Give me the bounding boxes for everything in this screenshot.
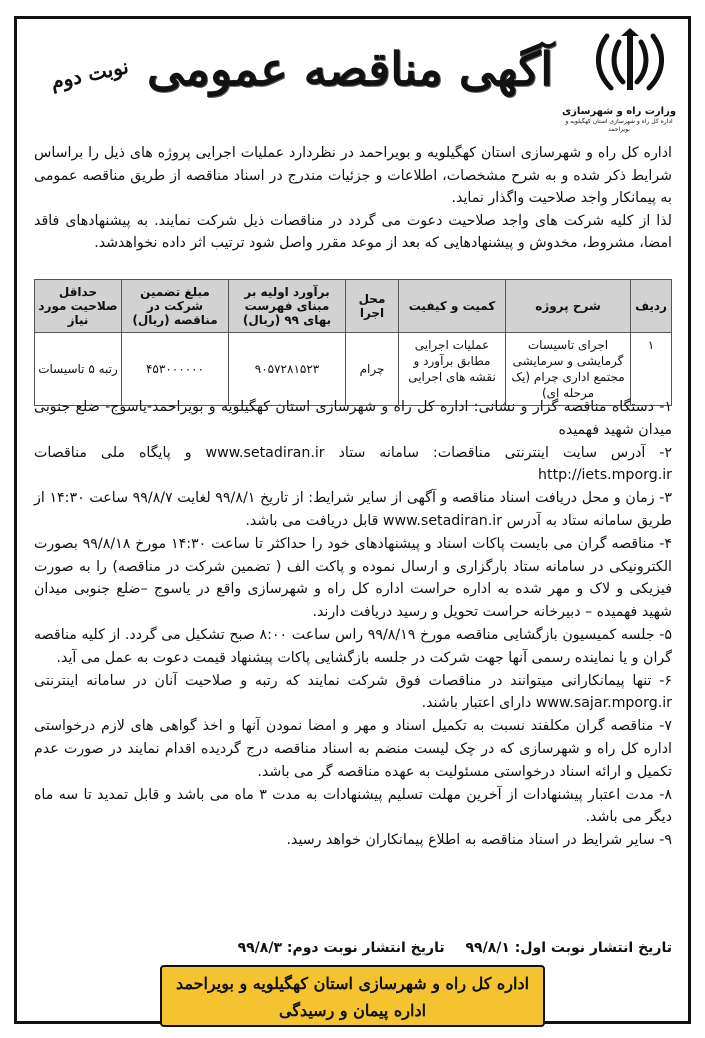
cell-row: ۱ [631, 333, 672, 406]
round-label: نوبت دوم [48, 54, 131, 94]
cell-quantity: عملیات اجرایی مطابق برآورد و نقشه های اجرایی [399, 333, 506, 406]
publication-dates [34, 940, 672, 956]
cell-qualification: رتبه ۵ تاسیسات [35, 333, 122, 406]
notice-title: آگهی مناقصه عمومی [146, 42, 554, 96]
footer-banner [160, 965, 545, 1027]
col-estimate: برآورد اولیه بر مبنای فهرست بهای ۹۹ (ریال) [229, 280, 346, 333]
intro-paragraph-1: اداره کل راه و شهرسازی استان کهگیلویه و بویراحمد در نظردارد عملیات اجرایی پروژه های ذیل را براساس شرایط ذکر شده و به شرح مشخصات، اطلاعات و جزئیات مندرج در اسناد مناقصه از طریق مناقصه عمومی به پیمانکار واجد صلاحیت واگذار نماید. [34, 145, 672, 207]
tender-table [34, 279, 672, 406]
cell-guarantee: ۴۵۳۰۰۰۰۰۰ [122, 333, 229, 406]
table-row [35, 333, 672, 406]
footer-department: اداره پیمان و رسیدگی [278, 1001, 427, 1020]
term-item-4: ۴- مناقصه گران می بایست پاکات اسناد و پیشنهادهای خود را حداکثر تا ساعت ۱۴:۳۰ مورخ ۹۹/۸/۱۸ بصورت الکترونیکی در سامانه ستاد بارگزاری و ارسال نموده و پاکت الف ( تضمین شرکت در مناقصه) را به صورت فیزیکی و لاک و مهر شده به اداره حراست اداره کل راه و شهرسازی واقع در یاسوج –ضلع جنوبی میدان شهید فهمیده – دبیرخانه حراست تحویل و رسید دریافت دارند. [34, 535, 672, 621]
term-item-2: ۲- آدرس سایت اینترنتی مناقصات: سامانه ستاد www.setadiran.ir و پایگاه ملی مناقصات http://iets.mporg.ir [34, 444, 672, 484]
term-item-6: ۶- تنها پیمانکارانی میتوانند در مناقصات فوق شرکت نمایند که رتبه و صلاحیت آنان در سامانه اینترنتی www.sajar.mporg.ir دارای اعتبار باشند. [34, 672, 672, 712]
ministry-logo-text [559, 106, 679, 134]
notice-header [20, 22, 685, 140]
cell-location: چرام [346, 333, 399, 406]
col-quantity: کمیت و کیفیت [399, 280, 506, 333]
term-item-7: ۷- مناقصه گران مکلفند نسبت به تکمیل اسناد و مهر و امضا نمودن آنها و اخذ گواهی های لازم درخواستی اداره کل راه و شهرسازی که در چک لیست منضم به اسناد مناقصه درج گردیده اقدام نمایند در صورت عدم تکمیل و ارائه اسناد درخواستی مسئولیت به عهده مناقصه گر می باشد. [34, 718, 672, 780]
first-publication-date: تاریخ انتشار نوبت اول: ۹۹/۸/۱ [465, 940, 672, 956]
col-description: شرح پروژه [506, 280, 631, 333]
col-qualification: حداقل صلاحیت مورد نیاز [35, 280, 122, 333]
terms-list [34, 396, 672, 852]
intro-paragraph-2: لذا از کلیه شرکت های واجد صلاحیت دعوت می گردد در مناقصات ذیل شرکت نمایند. به پیشنهادهای فاقد امضا، مشروط، مخدوش و پیشنهادهایی که بعد از موعد مقرر واصل شود ترتیب اثر داده نخواهدشد. [34, 212, 672, 252]
col-row: ردیف [631, 280, 672, 333]
col-location: محل اجرا [346, 280, 399, 333]
ministry-subtitle: اداره کل راه و شهرسازی استان کهگیلویه و بویراحمد [565, 118, 673, 133]
footer-organization: اداره کل راه و شهرسازی استان کهگیلویه و بویراحمد [175, 974, 530, 993]
intro-text [34, 142, 672, 255]
ministry-name: وزارت راه و شهرسازی [561, 106, 677, 117]
term-item-9: ۹- سایر شرایط در اسناد مناقصه به اطلاع پیمانکاران خواهد رسید. [286, 832, 672, 849]
term-item-1: ۱- دستگاه مناقصه گزار و نشانی: اداره کل راه و شهرسازی استان کهگیلویه و بویراحمد-یاسوج- ضلع جنوبی میدان شهید فهمیده [34, 399, 672, 438]
col-guarantee: مبلغ تضمین شرکت در مناقصه (ریال) [122, 280, 229, 333]
iran-emblem-icon [593, 28, 667, 98]
table-header-row [35, 280, 672, 333]
term-item-3: ۳- زمان و محل دریافت اسناد مناقصه و آگهی از سایر شرایط: از تاریخ ۹۹/۸/۱ لغایت ۹۹/۸/۷ ساعت ۱۴:۳۰ از طریق سامانه ستاد به آدرس www.setadiran.ir قابل دریافت می باشد. [34, 490, 672, 529]
second-publication-date: تاریخ انتشار نوبت دوم: ۹۹/۸/۳ [237, 940, 445, 956]
cell-estimate: ۹۰۵۷۲۸۱۵۲۳ [229, 333, 346, 406]
term-item-8: ۸- مدت اعتبار پیشنهادات از آخرین مهلت تسلیم پیشنهادات به مدت ۳ ماه می باشد و قابل تمدید تا سه ماه دیگر می باشد. [34, 786, 672, 826]
cell-description: اجرای تاسیسات گرمایشی و سرمایشی مجتمع اداری چرام (یک مرحله ای) [506, 333, 631, 406]
term-item-5: ۵- جلسه کمیسیون بازگشایی مناقصه مورخ ۹۹/۸/۱۹ راس ساعت ۸:۰۰ صبح تشکیل می گردد. از کلیه مناقصه گران و یا نماینده رسمی آنها جهت شرکت در جلسه بازگشایی پاکات پیشنهاد قیمت دعوت به عمل می آید. [34, 626, 673, 666]
